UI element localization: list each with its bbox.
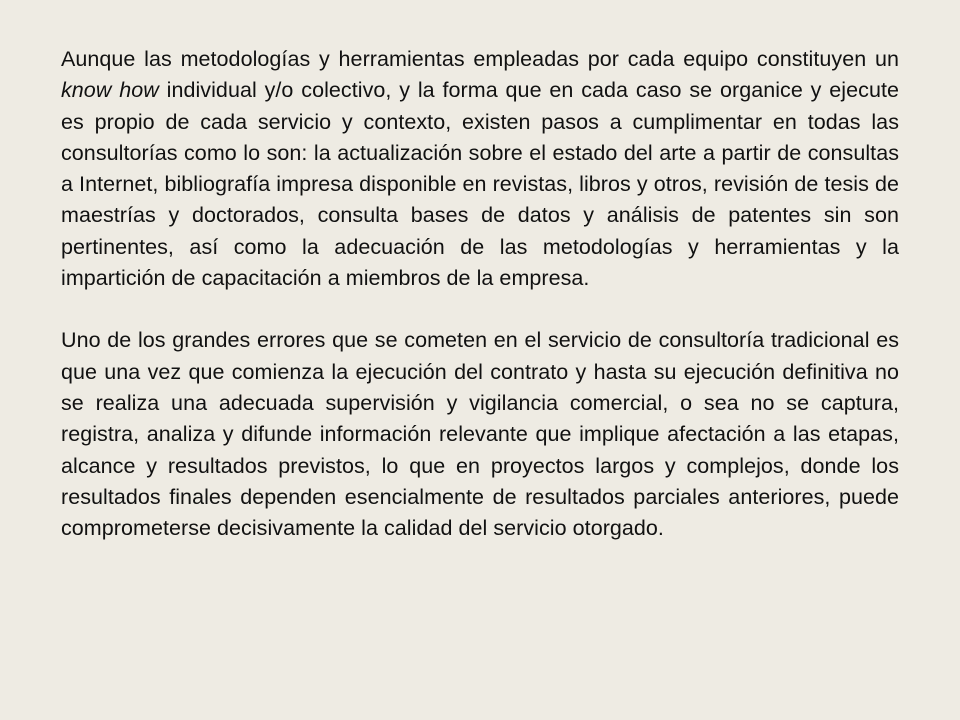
paragraph-2: Uno de los grandes errores que se cometen en el servicio de consultoría tradicional es que una vez que comienza la ejecución del contrato y hasta su ejecución definitiva no se realiza una adecuada supervisión y vigilancia comercial, o sea no se captura, registra, analiza y difunde información relevante que implique afectación a las etapas, alcance y resultados previstos, lo que en proyectos largos y complejos, donde los resultados finales dependen esencialmente de resultados parciales anteriores, puede comprometerse decisivamente la calidad del servicio otorgado.	[61, 328, 899, 541]
paragraph-1-text-end: individual y/o colectivo, y la forma que en cada caso se organice y ejecute es propio de cada servicio y contexto, existen pasos a cumplimentar en todas las consultorías como lo son: la actualización sobre el estado del arte a partir de consultas a Internet, bibliografía impresa disponible en revistas, libros y otros, revisión de tesis de maestrías y doctorados, consulta bases de datos y análisis de patentes sin son pertinentes, así como la adecuación de las metodologías y herramientas y la impartición de capacitación a miembros de la empresa.	[61, 78, 899, 291]
paragraph-1-text-start: Aunque las metodologías y herramientas empleadas por cada equipo constituyen un	[61, 47, 899, 71]
slide-body	[61, 44, 899, 544]
paragraph-1	[61, 44, 899, 294]
paragraph-1-italic-term: know how	[61, 78, 159, 103]
